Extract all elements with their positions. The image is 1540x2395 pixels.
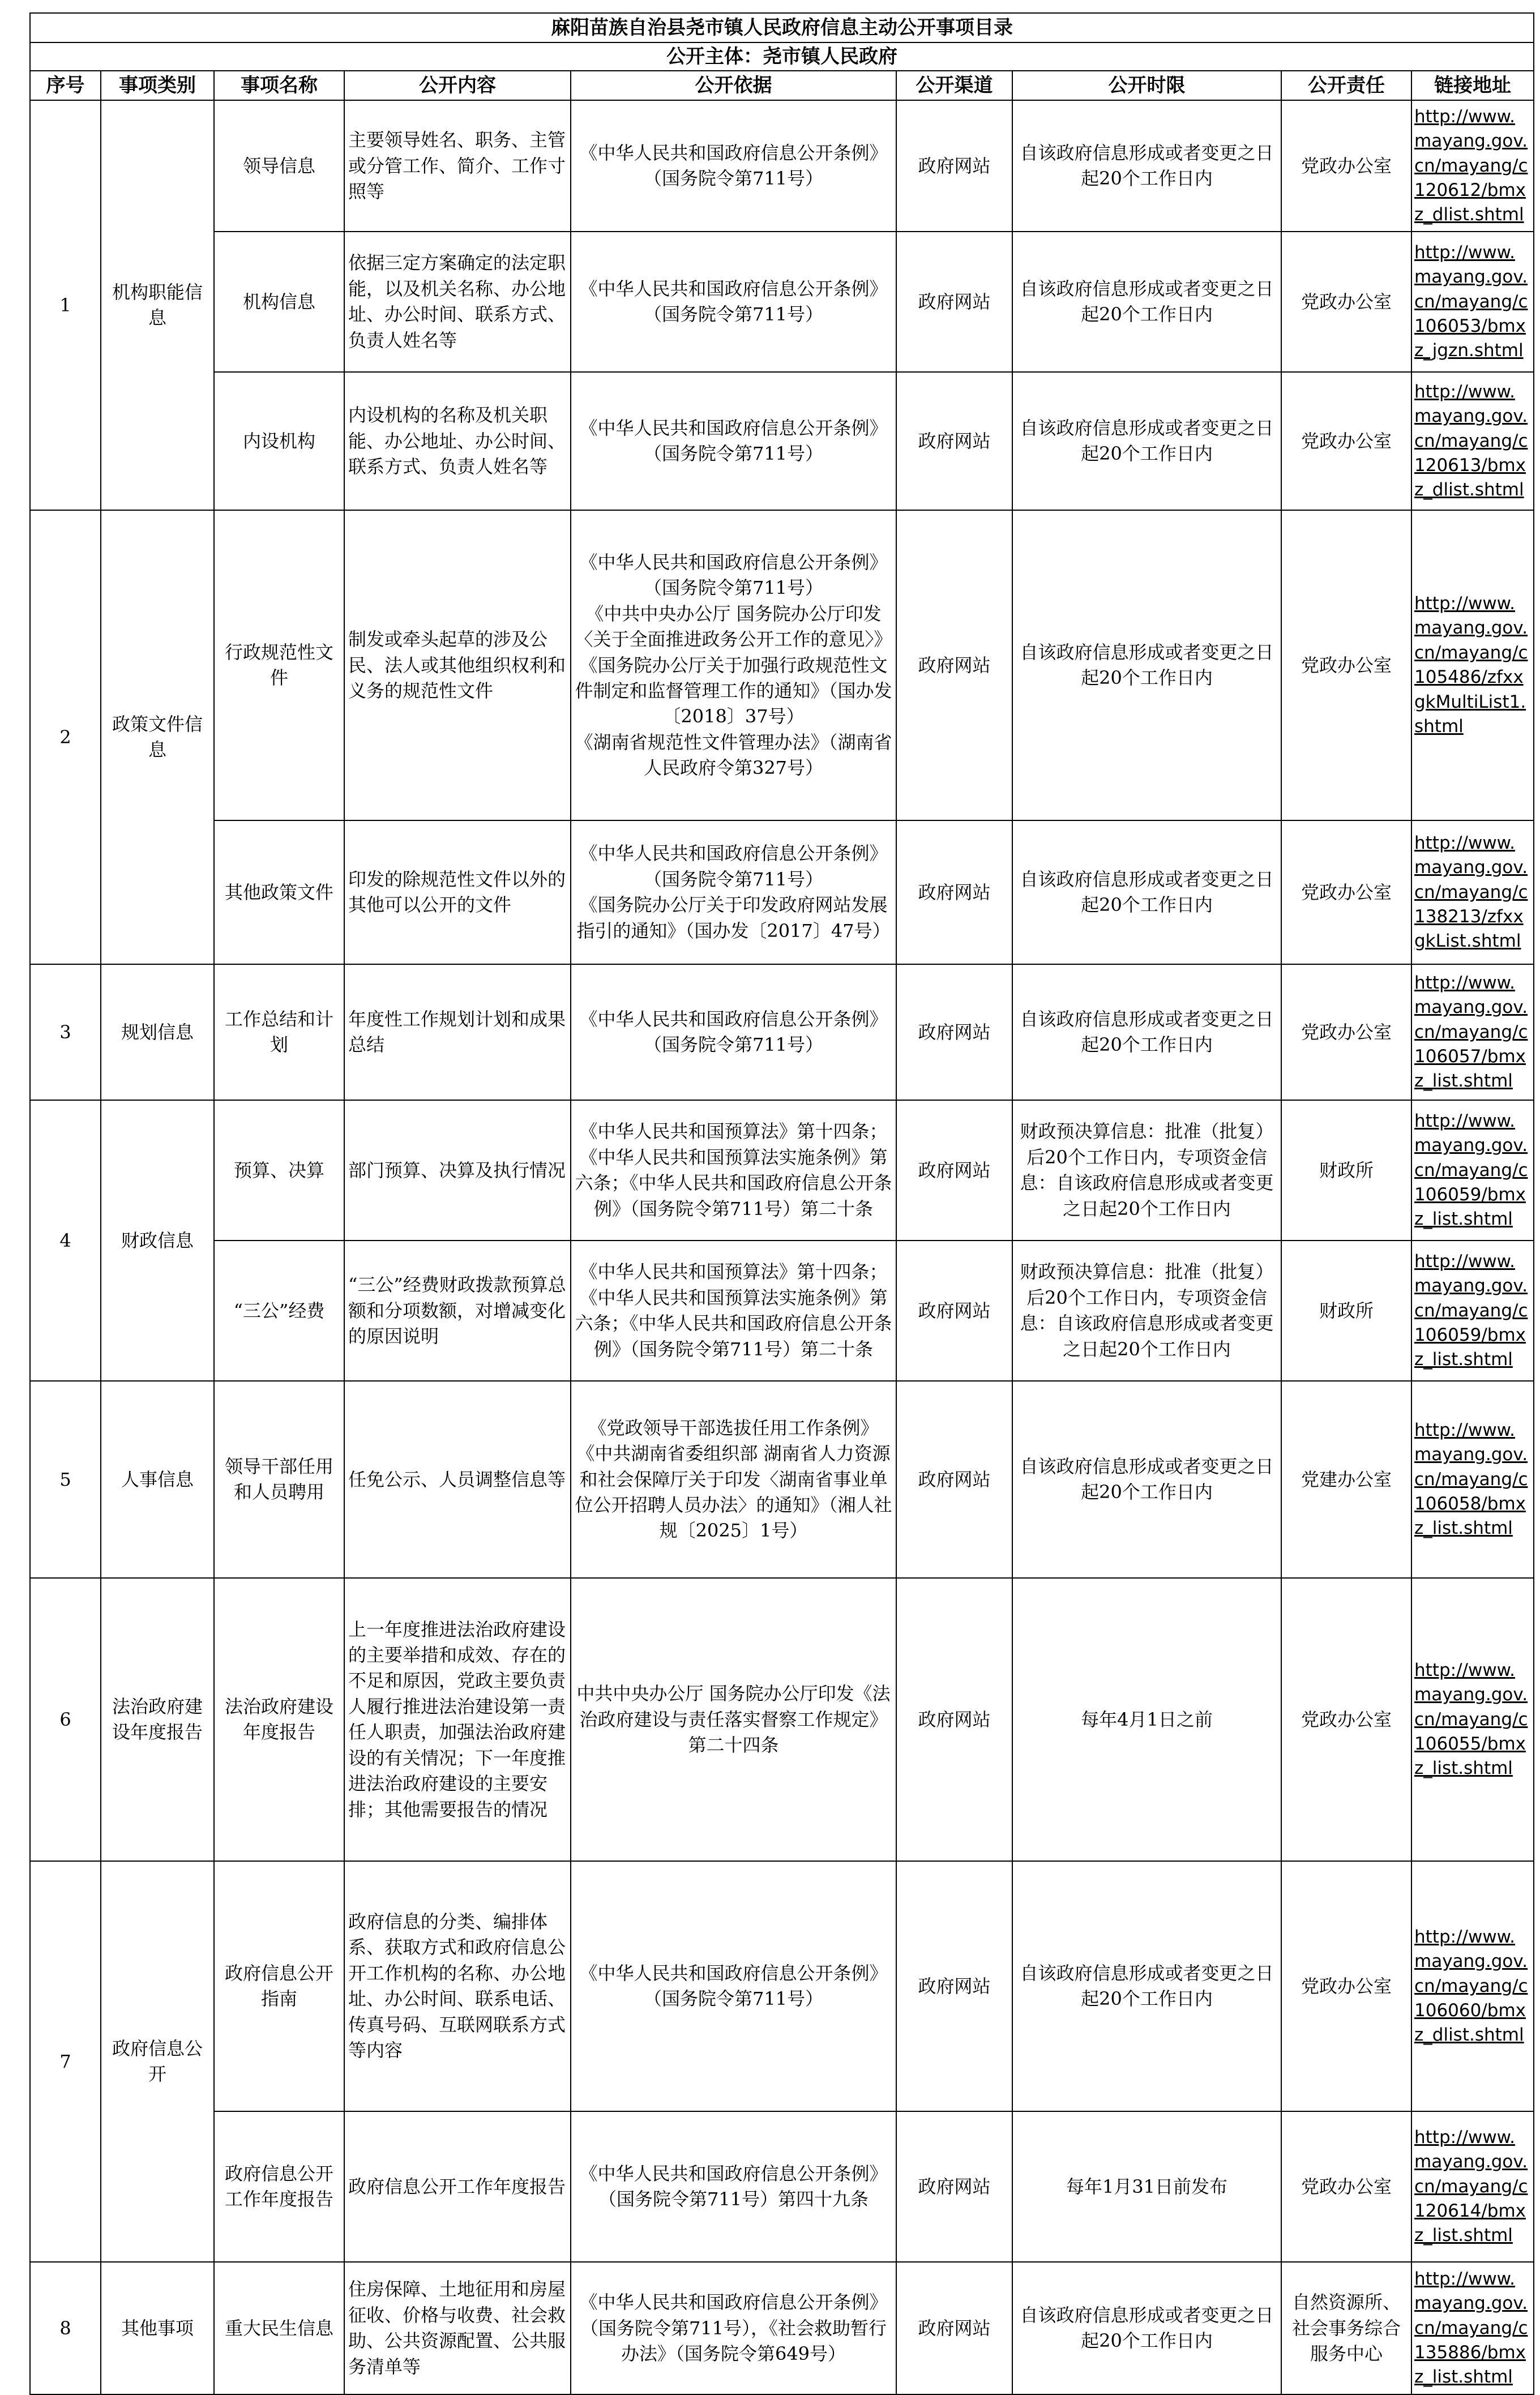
table-row <box>30 100 1534 232</box>
disclosure-channel: 政府网站 <box>896 1100 1012 1241</box>
disclosure-content: 任免公示、人员调整信息等 <box>344 1381 571 1578</box>
item-category: 规划信息 <box>101 964 214 1100</box>
table-row <box>30 1578 1534 1861</box>
item-name: 内设机构 <box>214 372 344 510</box>
disclosure-catalog-table <box>29 12 1534 2395</box>
disclosure-channel: 政府网站 <box>896 232 1012 372</box>
link-address[interactable]: http://www.mayang.gov.cn/mayang/c106059/bmxz_list.shtml <box>1414 1110 1528 1230</box>
responsible-dept: 自然资源所、社会事务综合服务中心 <box>1281 2262 1411 2394</box>
disclosure-channel: 政府网站 <box>896 2111 1012 2262</box>
item-category: 法治政府建设年度报告 <box>101 1578 214 1861</box>
disclosure-content: 制发或牵头起草的涉及公民、法人或其他组织权利和义务的规范性文件 <box>344 510 571 820</box>
disclosure-channel: 政府网站 <box>896 820 1012 964</box>
responsible-dept: 党政办公室 <box>1281 964 1411 1100</box>
disclosure-channel: 政府网站 <box>896 2262 1012 2394</box>
table-title: 麻阳苗族自治县尧市镇人民政府信息主动公开事项目录 <box>30 13 1534 42</box>
item-category: 机构职能信息 <box>101 100 214 510</box>
row-number: 1 <box>30 100 101 510</box>
link-cell <box>1411 964 1534 1100</box>
link-cell <box>1411 1241 1534 1381</box>
item-name: “三公”经费 <box>214 1241 344 1381</box>
disclosure-basis: 《中华人民共和国政府信息公开条例》（国务院令第711号） <box>571 1861 896 2111</box>
header-cell-content: 公开内容 <box>344 71 571 100</box>
link-cell <box>1411 1578 1534 1861</box>
header-cell-no: 序号 <box>30 71 101 100</box>
link-cell <box>1411 820 1534 964</box>
link-address[interactable]: http://www.mayang.gov.cn/mayang/c120612/bmxz_dlist.shtml <box>1414 106 1528 225</box>
link-cell <box>1411 1100 1534 1241</box>
disclosure-content: 印发的除规范性文件以外的其他可以公开的文件 <box>344 820 571 964</box>
disclosure-basis: 《中华人民共和国政府信息公开条例》（国务院令第711号），《社会救助暂行办法》（国务院令第649号） <box>571 2262 896 2394</box>
responsible-dept: 党政办公室 <box>1281 1578 1411 1861</box>
disclosure-content: 内设机构的名称及机关职能、办公地址、办公时间、联系方式、负责人姓名等 <box>344 372 571 510</box>
time-limit: 自该政府信息形成或者变更之日起20个工作日内 <box>1012 510 1281 820</box>
row-number: 5 <box>30 1381 101 1578</box>
table-row <box>30 964 1534 1100</box>
disclosure-content: 住房保障、土地征用和房屋征收、价格与收费、社会救助、公共资源配置、公共服务清单等 <box>344 2262 571 2394</box>
row-number: 3 <box>30 964 101 1100</box>
responsible-dept: 党建办公室 <box>1281 1381 1411 1578</box>
link-address[interactable]: http://www.mayang.gov.cn/mayang/c106059/bmxz_list.shtml <box>1414 1251 1528 1370</box>
header-cell-category: 事项类别 <box>101 71 214 100</box>
item-category: 财政信息 <box>101 1100 214 1381</box>
responsible-dept: 党政办公室 <box>1281 100 1411 232</box>
table-row <box>30 1241 1534 1381</box>
time-limit: 自该政府信息形成或者变更之日起20个工作日内 <box>1012 2262 1281 2394</box>
disclosure-channel: 政府网站 <box>896 1861 1012 2111</box>
header-row <box>30 71 1534 100</box>
link-cell <box>1411 1861 1534 2111</box>
link-address[interactable]: http://www.mayang.gov.cn/mayang/c138213/zfxxgkList.shtml <box>1414 832 1528 952</box>
row-number: 4 <box>30 1100 101 1381</box>
disclosure-basis: 《中华人民共和国政府信息公开条例》（国务院令第711号） <box>571 964 896 1100</box>
disclosure-basis: 《中华人民共和国预算法》第十四条；《中华人民共和国预算法实施条例》第六条；《中华人民共和国政府信息公开条例》（国务院令第711号）第二十条 <box>571 1241 896 1381</box>
link-cell <box>1411 100 1534 232</box>
link-address[interactable]: http://www.mayang.gov.cn/mayang/c120614/bmxz_list.shtml <box>1414 2127 1528 2246</box>
responsible-dept: 财政所 <box>1281 1241 1411 1381</box>
link-cell <box>1411 2262 1534 2394</box>
row-number: 8 <box>30 2262 101 2394</box>
responsible-dept: 党政办公室 <box>1281 372 1411 510</box>
link-address[interactable]: http://www.mayang.gov.cn/mayang/c105486/zfxxgkMultiList1.shtml <box>1414 593 1528 737</box>
link-cell <box>1411 372 1534 510</box>
disclosure-basis: 中共中央办公厅 国务院办公厅印发《法治政府建设与责任落实督察工作规定》第二十四条 <box>571 1578 896 1861</box>
link-address[interactable]: http://www.mayang.gov.cn/mayang/c120613/bmxz_dlist.shtml <box>1414 381 1528 501</box>
time-limit: 每年4月1日之前 <box>1012 1578 1281 1861</box>
link-cell <box>1411 510 1534 820</box>
time-limit: 自该政府信息形成或者变更之日起20个工作日内 <box>1012 820 1281 964</box>
disclosure-basis: 《中华人民共和国政府信息公开条例》（国务院令第711号） <box>571 372 896 510</box>
table-row <box>30 1100 1534 1241</box>
item-category: 人事信息 <box>101 1381 214 1578</box>
item-name: 其他政策文件 <box>214 820 344 964</box>
item-name: 领导干部任用和人员聘用 <box>214 1381 344 1578</box>
table-row <box>30 1381 1534 1578</box>
publisher-subtitle: 公开主体：尧市镇人民政府 <box>30 42 1534 71</box>
disclosure-basis: 《中华人民共和国政府信息公开条例》（国务院令第711号）第四十九条 <box>571 2111 896 2262</box>
time-limit: 自该政府信息形成或者变更之日起20个工作日内 <box>1012 964 1281 1100</box>
time-limit: 财政预决算信息：批准（批复）后20个工作日内，专项资金信息：自该政府信息形成或者变更之日起20个工作日内 <box>1012 1100 1281 1241</box>
link-address[interactable]: http://www.mayang.gov.cn/mayang/c106055/bmxz_list.shtml <box>1414 1660 1528 1779</box>
row-number: 7 <box>30 1861 101 2262</box>
item-name: 预算、决算 <box>214 1100 344 1241</box>
link-address[interactable]: http://www.mayang.gov.cn/mayang/c135886/bmxz_list.shtml <box>1414 2268 1528 2388</box>
responsible-dept: 党政办公室 <box>1281 232 1411 372</box>
disclosure-content: 上一年度推进法治政府建设的主要举措和成效、存在的不足和原因，党政主要负责人履行推进法治建设第一责任人职责，加强法治政府建设的有关情况；下一年度推进法治政府建设的主要安排；其他需要报告的情况 <box>344 1578 571 1861</box>
item-name: 工作总结和计划 <box>214 964 344 1100</box>
row-number: 6 <box>30 1578 101 1861</box>
disclosure-basis: 《中华人民共和国政府信息公开条例》（国务院令第711号） <box>571 100 896 232</box>
disclosure-basis: 《中华人民共和国预算法》第十四条；《中华人民共和国预算法实施条例》第六条；《中华人民共和国政府信息公开条例》（国务院令第711号）第二十条 <box>571 1100 896 1241</box>
link-cell <box>1411 1381 1534 1578</box>
responsible-dept: 党政办公室 <box>1281 2111 1411 2262</box>
disclosure-content: “三公”经费财政拨款预算总额和分项数额，对增减变化的原因说明 <box>344 1241 571 1381</box>
header-cell-link: 链接地址 <box>1411 71 1534 100</box>
disclosure-channel: 政府网站 <box>896 1241 1012 1381</box>
time-limit: 财政预决算信息：批准（批复）后20个工作日内，专项资金信息：自该政府信息形成或者变更之日起20个工作日内 <box>1012 1241 1281 1381</box>
disclosure-channel: 政府网站 <box>896 964 1012 1100</box>
item-name: 重大民生信息 <box>214 2262 344 2394</box>
responsible-dept: 党政办公室 <box>1281 510 1411 820</box>
row-number: 2 <box>30 510 101 964</box>
disclosure-content: 依据三定方案确定的法定职能，以及机关名称、办公地址、办公时间、联系方式、负责人姓名等 <box>344 232 571 372</box>
disclosure-channel: 政府网站 <box>896 100 1012 232</box>
table-row <box>30 510 1534 820</box>
header-cell-name: 事项名称 <box>214 71 344 100</box>
disclosure-channel: 政府网站 <box>896 1381 1012 1578</box>
link-address[interactable]: http://www.mayang.gov.cn/mayang/c106053/bmxz_jgzn.shtml <box>1414 242 1528 361</box>
table-row <box>30 232 1534 372</box>
item-name: 法治政府建设年度报告 <box>214 1578 344 1861</box>
disclosure-basis: 《中华人民共和国政府信息公开条例》（国务院令第711号） <box>571 232 896 372</box>
responsible-dept: 党政办公室 <box>1281 1861 1411 2111</box>
link-cell <box>1411 232 1534 372</box>
table-row <box>30 2111 1534 2262</box>
disclosure-content: 部门预算、决算及执行情况 <box>344 1100 571 1241</box>
table-row <box>30 820 1534 964</box>
time-limit: 自该政府信息形成或者变更之日起20个工作日内 <box>1012 232 1281 372</box>
header-cell-basis: 公开依据 <box>571 71 896 100</box>
disclosure-channel: 政府网站 <box>896 510 1012 820</box>
responsible-dept: 财政所 <box>1281 1100 1411 1241</box>
disclosure-channel: 政府网站 <box>896 372 1012 510</box>
item-name: 政府信息公开工作年度报告 <box>214 2111 344 2262</box>
item-name: 行政规范性文件 <box>214 510 344 820</box>
disclosure-basis: 《中华人民共和国政府信息公开条例》（国务院令第711号） 《国务院办公厅关于印发政府网站发展指引的通知》（国办发〔2017〕47号） <box>571 820 896 964</box>
header-cell-time-limit: 公开时限 <box>1012 71 1281 100</box>
disclosure-basis: 《党政领导干部选拔任用工作条例》 《中共湖南省委组织部 湖南省人力资源和社会保障厅关于印发〈湖南省事业单位公开招聘人员办法〉的通知》（湘人社规〔2025〕1号） <box>571 1381 896 1578</box>
item-name: 领导信息 <box>214 100 344 232</box>
table-row <box>30 372 1534 510</box>
table-row <box>30 2262 1534 2394</box>
responsible-dept: 党政办公室 <box>1281 820 1411 964</box>
time-limit: 自该政府信息形成或者变更之日起20个工作日内 <box>1012 1381 1281 1578</box>
item-name: 政府信息公开指南 <box>214 1861 344 2111</box>
table-row <box>30 1861 1534 2111</box>
time-limit: 自该政府信息形成或者变更之日起20个工作日内 <box>1012 1861 1281 2111</box>
link-address[interactable]: http://www.mayang.gov.cn/mayang/c106057/bmxz_list.shtml <box>1414 972 1528 1092</box>
disclosure-content: 政府信息公开工作年度报告 <box>344 2111 571 2262</box>
time-limit: 自该政府信息形成或者变更之日起20个工作日内 <box>1012 372 1281 510</box>
link-address[interactable]: http://www.mayang.gov.cn/mayang/c106060/bmxz_dlist.shtml <box>1414 1926 1528 2046</box>
header-cell-channel: 公开渠道 <box>896 71 1012 100</box>
disclosure-channel: 政府网站 <box>896 1578 1012 1861</box>
disclosure-content: 政府信息的分类、编排体系、获取方式和政府信息公开工作机构的名称、办公地址、办公时间、联系电话、传真号码、互联网联系方式等内容 <box>344 1861 571 2111</box>
link-address[interactable]: http://www.mayang.gov.cn/mayang/c106058/bmxz_list.shtml <box>1414 1419 1528 1539</box>
link-cell <box>1411 2111 1534 2262</box>
disclosure-basis: 《中华人民共和国政府信息公开条例》（国务院令第711号） 《中共中央办公厅 国务院办公厅印发〈关于全面推进政务公开工作的意见〉》 《国务院办公厅关于加强行政规范性文件制定和监督管理工作的通知》（国办发〔2018〕37号） 《湖南省规范性文件管理办法》（湖南省人民政府令第327号） <box>571 510 896 820</box>
time-limit: 每年1月31日前发布 <box>1012 2111 1281 2262</box>
item-category: 政策文件信息 <box>101 510 214 964</box>
disclosure-content: 主要领导姓名、职务、主管或分管工作、简介、工作寸照等 <box>344 100 571 232</box>
header-cell-responsible: 公开责任 <box>1281 71 1411 100</box>
item-category: 政府信息公开 <box>101 1861 214 2262</box>
item-category: 其他事项 <box>101 2262 214 2394</box>
time-limit: 自该政府信息形成或者变更之日起20个工作日内 <box>1012 100 1281 232</box>
item-name: 机构信息 <box>214 232 344 372</box>
disclosure-content: 年度性工作规划计划和成果总结 <box>344 964 571 1100</box>
